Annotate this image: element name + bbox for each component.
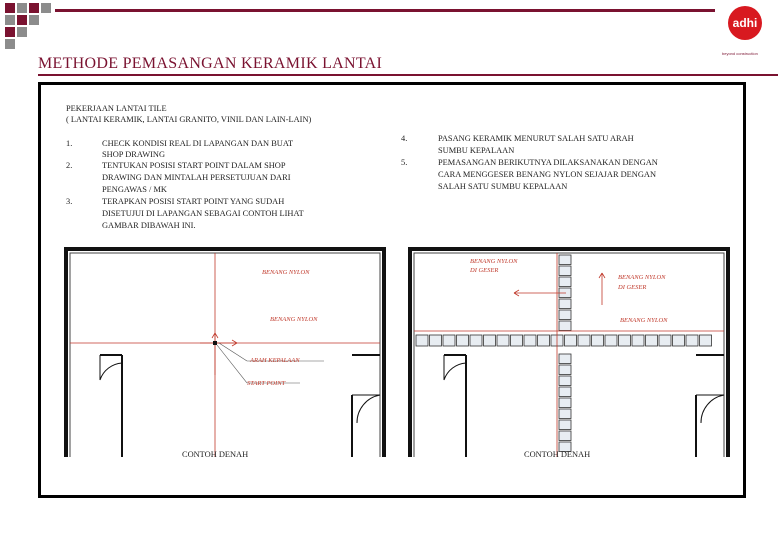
- label-nylon-right: BENANG NYLON: [620, 317, 668, 324]
- label-nylon-top-left: BENANG NYLON: [262, 269, 310, 276]
- tile: [559, 321, 571, 331]
- door-swing-right: [352, 395, 380, 423]
- deco-bar: [55, 9, 715, 12]
- step-text: TERAPKAN POSISI START POINT YANG SUDAH: [102, 197, 285, 206]
- start-point-marker: [200, 333, 237, 375]
- door-swing-right: [696, 395, 724, 423]
- step-number: 2.: [66, 161, 73, 170]
- deco-square: [17, 3, 27, 13]
- tile: [673, 335, 685, 346]
- tile: [565, 335, 577, 346]
- tile: [700, 335, 712, 346]
- tile: [524, 335, 536, 346]
- arrow-left: [514, 290, 566, 296]
- tile: [538, 335, 550, 346]
- deco-square: [5, 27, 15, 37]
- plan-partitions: [100, 355, 380, 457]
- tile: [497, 335, 509, 346]
- tile: [430, 335, 442, 346]
- tile: [559, 299, 571, 309]
- deco-square: [5, 39, 15, 49]
- tile: [605, 335, 617, 346]
- step-number: 5.: [401, 158, 408, 167]
- tile: [632, 335, 644, 346]
- step-text: DRAWING DAN MINTALAH PERSETUJUAN DARI: [102, 173, 291, 182]
- title-underline: [38, 74, 778, 76]
- tile: [559, 255, 571, 265]
- tile: [484, 335, 496, 346]
- door-swing-left: [100, 355, 122, 380]
- tile: [559, 409, 571, 419]
- tile-row-horizontal: [416, 335, 712, 346]
- step-number: 4.: [401, 134, 408, 143]
- step-text: DISETUJUI DI LAPANGAN SEBAGAI CONTOH LIHAT: [102, 209, 304, 218]
- door-swing-left: [444, 355, 466, 380]
- plan-walls: [66, 249, 384, 457]
- arrow-up: [599, 273, 605, 305]
- deco-square: [17, 15, 27, 25]
- tile: [559, 387, 571, 397]
- tile: [470, 335, 482, 346]
- tile: [559, 398, 571, 408]
- tile: [578, 335, 590, 346]
- caption-right: CONTOH DENAH: [524, 450, 591, 459]
- step-number: 1.: [66, 139, 73, 148]
- step-text: GAMBAR DIBAWAH INI.: [102, 221, 196, 230]
- deco-square: [5, 15, 15, 25]
- step-text: CHECK KONDISI REAL DI LAPANGAN DAN BUAT: [102, 139, 294, 148]
- tile: [592, 335, 604, 346]
- leader-line: [217, 345, 247, 383]
- tile: [619, 335, 631, 346]
- tile: [686, 335, 698, 346]
- step-text: PASANG KERAMIK MENURUT SALAH SATU ARAH: [438, 134, 634, 143]
- label-nylon-geser-left: DI GESER: [470, 267, 499, 274]
- floor-plan-left: [62, 245, 388, 460]
- page-title: METHODE PEMASANGAN KERAMIK LANTAI: [38, 55, 383, 72]
- deco-square: [29, 3, 39, 13]
- caption-left: CONTOH DENAH: [182, 450, 249, 459]
- deco-square: [41, 3, 51, 13]
- tile: [559, 420, 571, 430]
- tile: [511, 335, 523, 346]
- tile: [559, 376, 571, 386]
- tile: [559, 354, 571, 364]
- step-text: SALAH SATU SUMBU KEPALAAN: [438, 182, 568, 191]
- step-number: 3.: [66, 197, 73, 206]
- logo-tagline: beyond construction: [722, 51, 758, 56]
- deco-square: [5, 3, 15, 13]
- tile: [457, 335, 469, 346]
- tile: [416, 335, 428, 346]
- label-arah-kepalaan: ARAH KEPALAAN: [250, 357, 300, 364]
- deco-square: [17, 27, 27, 37]
- tile: [443, 335, 455, 346]
- label-nylon-geser-right: DI GESER: [618, 284, 647, 291]
- tile: [659, 335, 671, 346]
- floor-plan-right: [406, 245, 732, 460]
- tile: [559, 365, 571, 375]
- tile: [559, 431, 571, 441]
- intro-line-2: ( LANTAI KERAMIK, LANTAI GRANITO, VINIL DAN LAIN-LAIN): [66, 115, 312, 124]
- deco-square: [29, 15, 39, 25]
- start-point-square: [213, 341, 217, 345]
- label-start-point: START POINT: [247, 380, 286, 387]
- step-text: PENGAWAS / MK: [102, 185, 167, 194]
- step-text: TENTUKAN POSISI START POINT DALAM SHOP: [102, 161, 286, 170]
- tile: [559, 277, 571, 287]
- tile: [559, 266, 571, 276]
- step-text: PEMASANGAN BERIKUTNYA DILAKSANAKAN DENGAN: [438, 158, 658, 167]
- step-text: CARA MENGGESER BENANG NYLON SEJAJAR DENGAN: [438, 170, 656, 179]
- step-text: SHOP DRAWING: [102, 150, 165, 159]
- label-nylon-mid-left: BENANG NYLON: [270, 316, 318, 323]
- company-logo: adhi: [728, 6, 762, 40]
- step-text: SUMBU KEPALAAN: [438, 146, 515, 155]
- tile: [646, 335, 658, 346]
- tile-column-vertical: [559, 255, 571, 452]
- label-nylon-geser-right: BENANG NYLON: [618, 274, 666, 281]
- plan-partitions: [444, 355, 724, 457]
- label-nylon-geser-left: BENANG NYLON: [470, 258, 518, 265]
- intro-line-1: PEKERJAAN LANTAI TILE: [66, 104, 167, 113]
- tile: [559, 310, 571, 320]
